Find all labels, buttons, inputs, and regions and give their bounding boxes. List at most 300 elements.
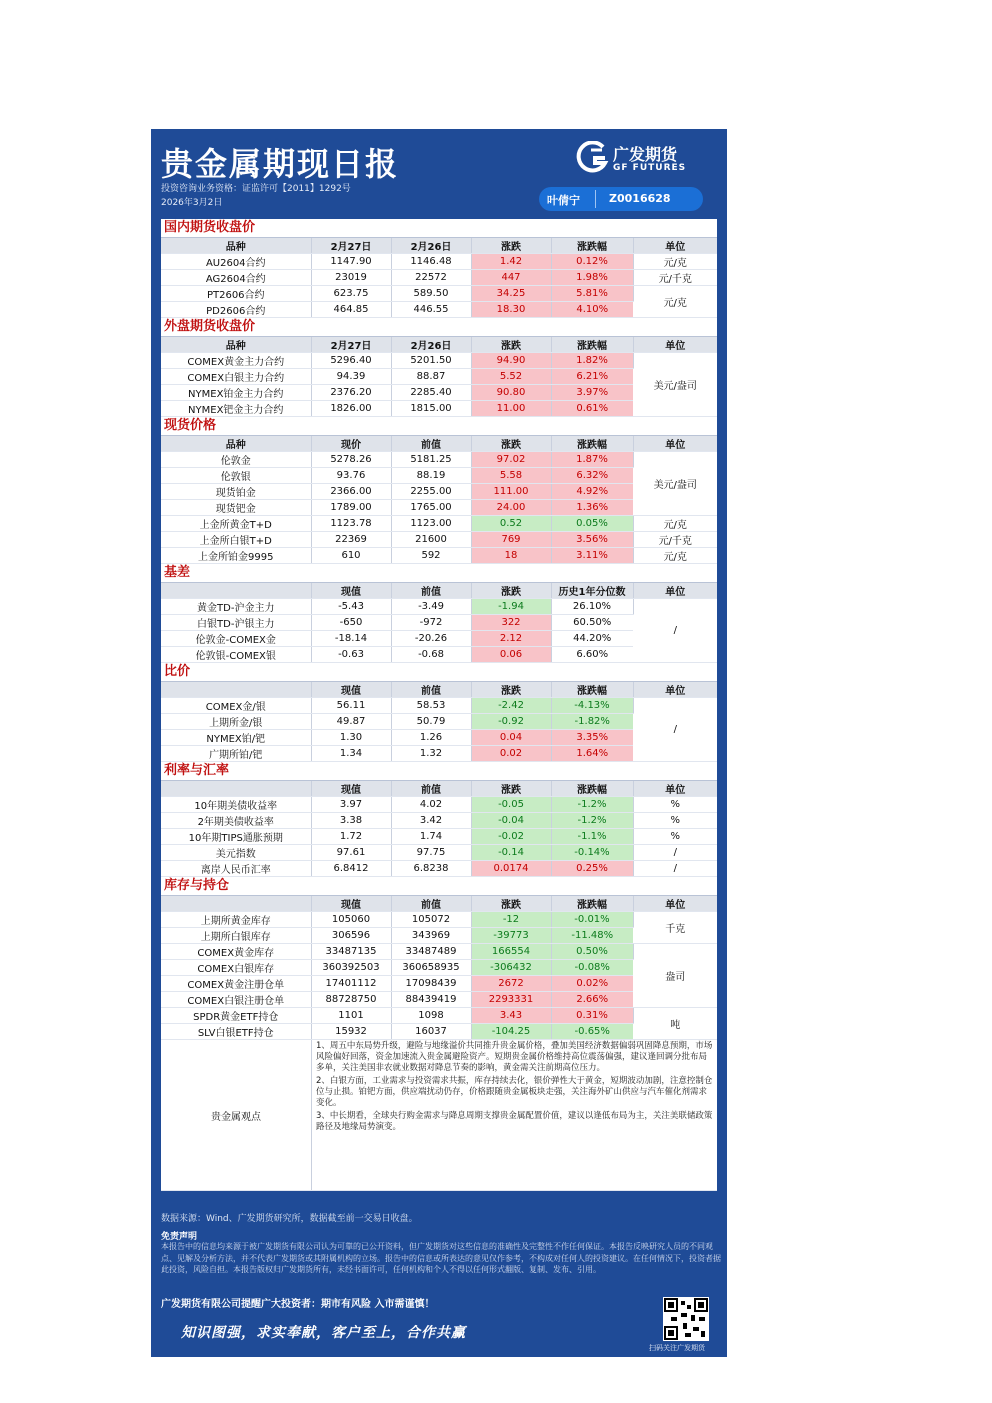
column-header: 前值 xyxy=(391,583,471,599)
cell-value: 11.00 xyxy=(471,401,551,417)
data-source: 数据来源：Wind、广发期货研究所，数据截至前一交易日收盘。 xyxy=(161,1214,418,1224)
table-row xyxy=(161,353,717,369)
cell-value: -3.49 xyxy=(391,599,471,615)
column-header: 品种 xyxy=(161,436,311,452)
row-label: 离岸人民币汇率 xyxy=(161,861,311,877)
cell-value: 4.02 xyxy=(391,797,471,813)
cell-value: -4.13% xyxy=(551,698,633,714)
cell-value: 18 xyxy=(471,548,551,564)
disclaimer-title: 免责声明 xyxy=(161,1232,198,1242)
unit-cell: 吨 xyxy=(633,1008,717,1040)
cell-value: 1123.00 xyxy=(391,516,471,532)
cell-value: 17401112 xyxy=(311,976,391,992)
table-row xyxy=(161,797,717,813)
cell-value: 2255.00 xyxy=(391,484,471,500)
cell-value: 4.92% xyxy=(551,484,633,500)
cell-value: 5201.50 xyxy=(391,353,471,369)
unit-cell: / xyxy=(633,861,717,877)
cell-value: 1.87% xyxy=(551,452,633,468)
cell-value: 2293331 xyxy=(471,992,551,1008)
cell-value: 105060 xyxy=(311,912,391,928)
cell-value: 0.06 xyxy=(471,647,551,663)
cell-value: 1765.00 xyxy=(391,500,471,516)
cell-value: 26.10% xyxy=(551,599,633,615)
cell-value: 3.42 xyxy=(391,813,471,829)
cell-value: 0.61% xyxy=(551,401,633,417)
row-label: AG2604合约 xyxy=(161,270,311,286)
table-header-row xyxy=(161,781,717,797)
cell-value: 306596 xyxy=(311,928,391,944)
cell-value: 88.87 xyxy=(391,369,471,385)
qr-code-icon xyxy=(663,1297,709,1341)
cell-value: 56.11 xyxy=(311,698,391,714)
cell-value: 3.35% xyxy=(551,730,633,746)
logo-cn-text: 广发期货 xyxy=(613,145,678,164)
unit-cell: 千克 xyxy=(633,912,717,944)
row-label: COMEX黄金注册仓单 xyxy=(161,976,311,992)
cell-value: 2285.40 xyxy=(391,385,471,401)
cell-value: -0.63 xyxy=(311,647,391,663)
column-header: 涨跌幅 xyxy=(551,238,633,254)
column-header: 涨跌幅 xyxy=(551,781,633,797)
cell-value: 769 xyxy=(471,532,551,548)
data-table xyxy=(161,583,717,663)
cell-value: 360392503 xyxy=(311,960,391,976)
section-title: 基差 xyxy=(161,564,717,583)
risk-warning: 广发期货有限公司提醒广大投资者：期市有风险 入市需谨慎！ xyxy=(161,1299,435,1310)
cell-value: 50.79 xyxy=(391,714,471,730)
cell-value: -0.05 xyxy=(471,797,551,813)
row-label: NYMEX钯金主力合约 xyxy=(161,401,311,417)
view-paragraph: 3、中长期看，全球央行购金需求与降息周期支撑贵金属配置价值，建议以逢低布局为主，关注美联储政策路径及地缘局势演变。 xyxy=(316,1111,713,1132)
row-label: 10年期TIPS通胀预期 xyxy=(161,829,311,845)
unit-cell: / xyxy=(633,845,717,861)
column-header: 涨跌 xyxy=(471,436,551,452)
table-row xyxy=(161,698,717,714)
unit-cell: % xyxy=(633,813,717,829)
unit-cell: 美元/盎司 xyxy=(633,353,717,417)
cell-value: 0.12% xyxy=(551,254,633,270)
cell-value: 6.60% xyxy=(551,647,633,663)
cell-value: 1146.48 xyxy=(391,254,471,270)
cell-value: -0.14 xyxy=(471,845,551,861)
cell-value: 1.42 xyxy=(471,254,551,270)
cell-value: 33487135 xyxy=(311,944,391,960)
unit-cell: 美元/盎司 xyxy=(633,452,717,516)
cell-value: -2.42 xyxy=(471,698,551,714)
cell-value: 166554 xyxy=(471,944,551,960)
column-header: 前值 xyxy=(391,781,471,797)
cell-value: -20.26 xyxy=(391,631,471,647)
cell-value: 21600 xyxy=(391,532,471,548)
cell-value: 58.53 xyxy=(391,698,471,714)
column-header: 涨跌幅 xyxy=(551,896,633,912)
cell-value: -5.43 xyxy=(311,599,391,615)
data-table xyxy=(161,337,717,417)
table-row xyxy=(161,532,717,548)
column-header: 现值 xyxy=(311,896,391,912)
cell-value: -0.08% xyxy=(551,960,633,976)
view-table xyxy=(161,1040,717,1191)
unit-cell: 元/克 xyxy=(633,286,717,318)
table-row xyxy=(161,270,717,286)
table-header-row xyxy=(161,436,717,452)
cell-value: 1.26 xyxy=(391,730,471,746)
row-label: 上金所铂金9995 xyxy=(161,548,311,564)
cell-value: 3.97 xyxy=(311,797,391,813)
cell-value: 18.30 xyxy=(471,302,551,318)
data-table xyxy=(161,238,717,318)
unit-cell: / xyxy=(633,698,717,762)
cell-value: 1147.90 xyxy=(311,254,391,270)
cell-value: 1815.00 xyxy=(391,401,471,417)
cell-value: 1123.78 xyxy=(311,516,391,532)
cell-value: 5296.40 xyxy=(311,353,391,369)
table-header-row xyxy=(161,896,717,912)
cell-value: 94.90 xyxy=(471,353,551,369)
column-header: 历史1年分位数 xyxy=(551,583,633,599)
analyst-id: Z0016628 xyxy=(609,192,671,205)
company-logo xyxy=(575,139,720,179)
column-header: 单位 xyxy=(633,781,717,797)
row-label: 上期所金/银 xyxy=(161,714,311,730)
column-header: 2月26日 xyxy=(391,337,471,353)
cell-value: 88728750 xyxy=(311,992,391,1008)
row-label: 白银TD-沪银主力 xyxy=(161,615,311,631)
table-row xyxy=(161,286,717,302)
cell-value: 16037 xyxy=(391,1024,471,1040)
row-label: COMEX白银主力合约 xyxy=(161,369,311,385)
cell-value: 1101 xyxy=(311,1008,391,1024)
row-label: 现货钯金 xyxy=(161,500,311,516)
cell-value: 0.02% xyxy=(551,976,633,992)
table-row xyxy=(161,845,717,861)
cell-value: -1.94 xyxy=(471,599,551,615)
cell-value: 0.04 xyxy=(471,730,551,746)
cell-value: -0.65% xyxy=(551,1024,633,1040)
cell-value: 322 xyxy=(471,615,551,631)
cell-value: 3.56% xyxy=(551,532,633,548)
report-content xyxy=(161,219,717,1191)
row-label: AU2604合约 xyxy=(161,254,311,270)
cell-value: 97.75 xyxy=(391,845,471,861)
column-header: 单位 xyxy=(633,896,717,912)
row-label: 美元指数 xyxy=(161,845,311,861)
qr-caption: 扫码关注广发期货 xyxy=(649,1344,705,1352)
cell-value: 2672 xyxy=(471,976,551,992)
badge-divider xyxy=(595,190,596,208)
data-table xyxy=(161,682,717,762)
cell-value: 6.8412 xyxy=(311,861,391,877)
unit-cell: 盎司 xyxy=(633,944,717,1008)
cell-value: 1.32 xyxy=(391,746,471,762)
table-row xyxy=(161,861,717,877)
cell-value: 6.21% xyxy=(551,369,633,385)
column-header: 涨跌幅 xyxy=(551,337,633,353)
row-label: PD2606合约 xyxy=(161,302,311,318)
cell-value: -39773 xyxy=(471,928,551,944)
cell-value: 0.31% xyxy=(551,1008,633,1024)
cell-value: 3.38 xyxy=(311,813,391,829)
cell-value: 1.74 xyxy=(391,829,471,845)
unit-cell: 元/克 xyxy=(633,548,717,564)
cell-value: -0.02 xyxy=(471,829,551,845)
row-label: 上期所黄金库存 xyxy=(161,912,311,928)
cell-value: 88439419 xyxy=(391,992,471,1008)
unit-cell: 元/克 xyxy=(633,516,717,532)
cell-value: -972 xyxy=(391,615,471,631)
row-label: 上金所黄金T+D xyxy=(161,516,311,532)
unit-cell: 元/千克 xyxy=(633,532,717,548)
cell-value: 24.00 xyxy=(471,500,551,516)
cell-value: 6.8238 xyxy=(391,861,471,877)
cell-value: 0.50% xyxy=(551,944,633,960)
data-table xyxy=(161,896,717,1040)
row-label: 伦敦金 xyxy=(161,452,311,468)
column-header: 涨跌幅 xyxy=(551,436,633,452)
row-label: 现货铂金 xyxy=(161,484,311,500)
cell-value: -12 xyxy=(471,912,551,928)
cell-value: -1.2% xyxy=(551,813,633,829)
cell-value: 111.00 xyxy=(471,484,551,500)
cell-value: 1.30 xyxy=(311,730,391,746)
cell-value: 3.43 xyxy=(471,1008,551,1024)
cell-value: 464.85 xyxy=(311,302,391,318)
section-title: 库存与持仓 xyxy=(161,877,717,896)
cell-value: 1.36% xyxy=(551,500,633,516)
cell-value: -104.25 xyxy=(471,1024,551,1040)
view-paragraph: 1、周五中东局势升级，避险与地缘溢价共同推升贵金属价格，叠加美国经济数据偏弱巩固降息预期，市场风险偏好回落，资金加速流入贵金属避险资产。短期贵金属价格维持高位震荡偏强，建议逢回调分批布局多单，关注美国非农就业数据对降息节奏的影响，黄金需关注前期高位压力。 xyxy=(316,1041,713,1073)
column-header: 单位 xyxy=(633,436,717,452)
cell-value: 60.50% xyxy=(551,615,633,631)
cell-value: 97.02 xyxy=(471,452,551,468)
row-label: 黄金TD-沪金主力 xyxy=(161,599,311,615)
cell-value: 5.58 xyxy=(471,468,551,484)
cell-value: 1.98% xyxy=(551,270,633,286)
cell-value: -1.82% xyxy=(551,714,633,730)
row-label: PT2606合约 xyxy=(161,286,311,302)
cell-value: 6.32% xyxy=(551,468,633,484)
cell-value: 446.55 xyxy=(391,302,471,318)
row-label: COMEX白银库存 xyxy=(161,960,311,976)
table-header-row xyxy=(161,583,717,599)
column-header: 涨跌 xyxy=(471,682,551,698)
column-header: 涨跌 xyxy=(471,238,551,254)
row-label: COMEX黄金库存 xyxy=(161,944,311,960)
logo-en-text: GF FUTURES xyxy=(613,163,687,173)
view-commentary xyxy=(312,1040,718,1191)
column-header: 涨跌 xyxy=(471,781,551,797)
unit-cell: 元/千克 xyxy=(633,270,717,286)
qualification-text: 投资咨询业务资格：证监许可【2011】1292号 xyxy=(161,184,351,194)
section-title: 国内期货收盘价 xyxy=(161,219,717,238)
company-slogan: 知识图强，求实奉献，客户至上，合作共赢 xyxy=(181,1325,466,1341)
cell-value: 15932 xyxy=(311,1024,391,1040)
column-header: 前值 xyxy=(391,896,471,912)
section-title: 现货价格 xyxy=(161,417,717,436)
row-label: SLV白银ETF持仓 xyxy=(161,1024,311,1040)
column-header: 现值 xyxy=(311,781,391,797)
column-header: 单位 xyxy=(633,583,717,599)
cell-value: 0.52 xyxy=(471,516,551,532)
cell-value: 0.25% xyxy=(551,861,633,877)
table-row xyxy=(161,944,717,960)
unit-cell: 元/克 xyxy=(633,254,717,270)
cell-value: 22572 xyxy=(391,270,471,286)
column-header: 单位 xyxy=(633,682,717,698)
analyst-name: 叶倩宁 xyxy=(547,194,580,207)
cell-value: 447 xyxy=(471,270,551,286)
cell-value: 5.52 xyxy=(471,369,551,385)
row-label: 2年期美债收益率 xyxy=(161,813,311,829)
row-label: COMEX白银注册仓单 xyxy=(161,992,311,1008)
table-row xyxy=(161,829,717,845)
column-header: 涨跌 xyxy=(471,896,551,912)
report-title: 贵金属期现日报 xyxy=(161,145,400,183)
table-row xyxy=(161,599,717,615)
column-header: 涨跌 xyxy=(471,583,551,599)
report-header xyxy=(151,129,727,219)
cell-value: 2.66% xyxy=(551,992,633,1008)
unit-cell: % xyxy=(633,797,717,813)
view-paragraph: 2、白银方面，工业需求与投资需求共振，库存持续去化，银价弹性大于黄金，短期波动加剧，注意控制仓位与止损。铂钯方面，供应端扰动仍存，价格跟随贵金属板块走强，关注海外矿山供应与汽车催化剂需求变化。 xyxy=(316,1076,713,1108)
data-table xyxy=(161,781,717,877)
cell-value: 1.34 xyxy=(311,746,391,762)
cell-value: -306432 xyxy=(471,960,551,976)
cell-value: 592 xyxy=(391,548,471,564)
row-label: 伦敦银-COMEX银 xyxy=(161,647,311,663)
cell-value: 4.10% xyxy=(551,302,633,318)
row-label: COMEX金/银 xyxy=(161,698,311,714)
table-header-row xyxy=(161,337,717,353)
cell-value: 33487489 xyxy=(391,944,471,960)
cell-value: 22369 xyxy=(311,532,391,548)
row-label: COMEX黄金主力合约 xyxy=(161,353,311,369)
unit-cell: % xyxy=(633,829,717,845)
cell-value: 5181.25 xyxy=(391,452,471,468)
cell-value: 90.80 xyxy=(471,385,551,401)
cell-value: 589.50 xyxy=(391,286,471,302)
analyst-badge xyxy=(539,187,703,211)
row-label: NYMEX铂/钯 xyxy=(161,730,311,746)
column-header: 品种 xyxy=(161,337,311,353)
cell-value: 2366.00 xyxy=(311,484,391,500)
cell-value: 17098439 xyxy=(391,976,471,992)
cell-value: 34.25 xyxy=(471,286,551,302)
cell-value: 1.72 xyxy=(311,829,391,845)
cell-value: -1.2% xyxy=(551,797,633,813)
cell-value: 623.75 xyxy=(311,286,391,302)
section-title: 比价 xyxy=(161,663,717,682)
row-label: 伦敦银 xyxy=(161,468,311,484)
table-row xyxy=(161,516,717,532)
cell-value: -1.1% xyxy=(551,829,633,845)
cell-value: 1.82% xyxy=(551,353,633,369)
section-title: 外盘期货收盘价 xyxy=(161,318,717,337)
table-row xyxy=(161,254,717,270)
disclaimer-text: 本报告中的信息均来源于被广发期货有限公司认为可靠的已公开资料，但广发期货对这些信息的准确性及完整性不作任何保证。本报告反映研究人员的不同观点、见解及分析方法，并不代表广发期货或其附属机构的立场。报告中的信息或所表达的意见仅作参考，不构成对任何人的投资建议。在任何情况下，投资者据此投资，风险自担。本报告版权归广发期货所有，未经书面许可，任何机构和个人不得以任何形式翻版、复制、发布、引用。 xyxy=(161,1242,721,1274)
row-label: 上期所白银库存 xyxy=(161,928,311,944)
view-row xyxy=(161,1040,717,1191)
cell-value: 2.12 xyxy=(471,631,551,647)
cell-value: -0.92 xyxy=(471,714,551,730)
cell-value: 49.87 xyxy=(311,714,391,730)
cell-value: 0.05% xyxy=(551,516,633,532)
gf-logo-icon xyxy=(575,141,609,175)
column-header: 前值 xyxy=(391,436,471,452)
cell-value: -650 xyxy=(311,615,391,631)
column-header: 2月27日 xyxy=(311,238,391,254)
view-label: 贵金属观点 xyxy=(161,1040,312,1191)
cell-value: 1789.00 xyxy=(311,500,391,516)
column-header: 前值 xyxy=(391,682,471,698)
qr-code[interactable] xyxy=(663,1297,709,1341)
row-label: 上金所白银T+D xyxy=(161,532,311,548)
column-header: 涨跌 xyxy=(471,337,551,353)
cell-value: -0.68 xyxy=(391,647,471,663)
cell-value: 3.97% xyxy=(551,385,633,401)
cell-value: 0.0174 xyxy=(471,861,551,877)
section-title: 利率与汇率 xyxy=(161,762,717,781)
report-date: 2026年3月2日 xyxy=(161,198,223,208)
cell-value: 97.61 xyxy=(311,845,391,861)
cell-value: 44.20% xyxy=(551,631,633,647)
table-row xyxy=(161,912,717,928)
column-header xyxy=(161,682,311,698)
table-row xyxy=(161,813,717,829)
cell-value: 2376.20 xyxy=(311,385,391,401)
column-header: 品种 xyxy=(161,238,311,254)
column-header: 现值 xyxy=(311,583,391,599)
column-header xyxy=(161,896,311,912)
cell-value: 1098 xyxy=(391,1008,471,1024)
cell-value: 360658935 xyxy=(391,960,471,976)
data-table xyxy=(161,436,717,564)
table-header-row xyxy=(161,682,717,698)
column-header: 单位 xyxy=(633,337,717,353)
row-label: 广期所铂/钯 xyxy=(161,746,311,762)
cell-value: 610 xyxy=(311,548,391,564)
cell-value: 3.11% xyxy=(551,548,633,564)
table-row xyxy=(161,548,717,564)
cell-value: 93.76 xyxy=(311,468,391,484)
cell-value: -11.48% xyxy=(551,928,633,944)
table-row xyxy=(161,1008,717,1024)
row-label: SPDR黄金ETF持仓 xyxy=(161,1008,311,1024)
cell-value: -0.01% xyxy=(551,912,633,928)
row-label: 10年期美债收益率 xyxy=(161,797,311,813)
row-label: NYMEX铂金主力合约 xyxy=(161,385,311,401)
column-header: 单位 xyxy=(633,238,717,254)
cell-value: 5.81% xyxy=(551,286,633,302)
cell-value: -0.04 xyxy=(471,813,551,829)
column-header xyxy=(161,781,311,797)
unit-cell: / xyxy=(633,599,717,663)
cell-value: 0.02 xyxy=(471,746,551,762)
cell-value: -18.14 xyxy=(311,631,391,647)
column-header xyxy=(161,583,311,599)
cell-value: 1.64% xyxy=(551,746,633,762)
cell-value: -0.14% xyxy=(551,845,633,861)
cell-value: 1826.00 xyxy=(311,401,391,417)
cell-value: 23019 xyxy=(311,270,391,286)
cell-value: 343969 xyxy=(391,928,471,944)
column-header: 涨跌幅 xyxy=(551,682,633,698)
cell-value: 5278.26 xyxy=(311,452,391,468)
report-card xyxy=(151,129,727,1357)
column-header: 现值 xyxy=(311,682,391,698)
column-header: 2月26日 xyxy=(391,238,471,254)
